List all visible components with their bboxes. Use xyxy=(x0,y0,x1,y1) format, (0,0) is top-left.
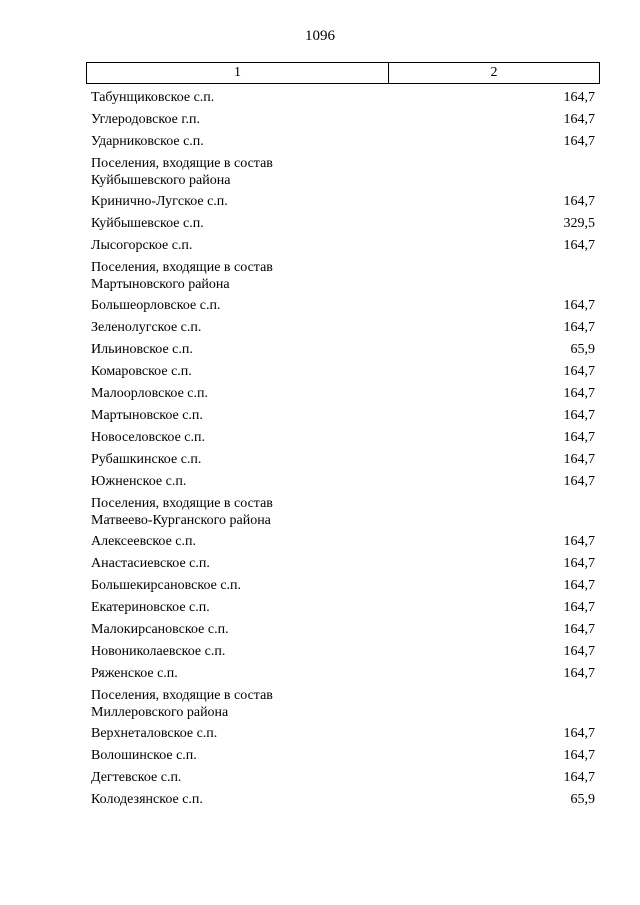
settlement-name: Верхнеталовское с.п. xyxy=(91,726,218,741)
settlement-value: 164,7 xyxy=(563,726,595,741)
table-row xyxy=(91,619,595,641)
settlement-name: Волошинское с.п. xyxy=(91,748,197,763)
settlement-name: Большекирсановское с.п. xyxy=(91,578,242,593)
table-row xyxy=(91,361,595,383)
district-heading-line: Поселения, входящие в состав xyxy=(91,260,273,275)
settlement-value: 65,9 xyxy=(570,342,595,357)
settlement-name: Дегтевское с.п. xyxy=(91,770,182,785)
district-heading xyxy=(91,687,595,721)
settlement-name: Новониколаевское с.п. xyxy=(91,644,226,659)
district-heading-line: Мартыновского района xyxy=(91,277,230,292)
table-row xyxy=(91,317,595,339)
district-heading-line: Поселения, входящие в состав xyxy=(91,496,273,511)
settlement-value: 164,7 xyxy=(563,430,595,445)
settlement-value: 164,7 xyxy=(563,644,595,659)
settlement-value: 164,7 xyxy=(563,320,595,335)
column-header-1: 1 xyxy=(87,63,389,83)
column-header-2: 2 xyxy=(490,65,498,80)
settlement-value: 164,7 xyxy=(563,90,595,105)
settlement-name: Ряженское с.п. xyxy=(91,666,178,681)
settlement-value: 329,5 xyxy=(563,216,595,231)
table-body xyxy=(91,87,595,811)
table-row xyxy=(91,553,595,575)
district-heading-row xyxy=(91,153,595,191)
district-heading xyxy=(91,155,595,189)
table-row xyxy=(91,575,595,597)
settlement-name: Лысогорское с.п. xyxy=(91,238,193,253)
settlement-name: Большеорловское с.п. xyxy=(91,298,221,313)
settlement-name: Кринично-Лугское с.п. xyxy=(91,194,228,209)
settlement-name: Колодезянское с.п. xyxy=(91,792,203,807)
table-row xyxy=(91,471,595,493)
table-row xyxy=(91,663,595,685)
district-heading-row xyxy=(91,685,595,723)
table-row xyxy=(91,405,595,427)
settlement-name: Ударниковское с.п. xyxy=(91,134,204,149)
settlement-name: Алексеевское с.п. xyxy=(91,534,196,549)
table-row xyxy=(91,87,595,109)
settlement-value: 164,7 xyxy=(563,298,595,313)
settlement-value: 164,7 xyxy=(563,600,595,615)
settlement-name: Табунщиковское с.п. xyxy=(91,90,215,105)
settlement-value: 164,7 xyxy=(563,666,595,681)
settlement-value: 164,7 xyxy=(563,556,595,571)
district-heading-line: Миллеровского района xyxy=(91,705,229,720)
table-row xyxy=(91,109,595,131)
table-row xyxy=(91,767,595,789)
district-heading-line: Поселения, входящие в состав xyxy=(91,688,273,703)
settlement-value: 164,7 xyxy=(563,770,595,785)
table-row xyxy=(91,597,595,619)
settlement-value: 164,7 xyxy=(563,748,595,763)
table-row xyxy=(91,235,595,257)
district-heading xyxy=(91,495,595,529)
table-row xyxy=(91,383,595,405)
settlement-value: 65,9 xyxy=(570,792,595,807)
settlement-value: 164,7 xyxy=(563,534,595,549)
table-header xyxy=(86,62,600,84)
table-row xyxy=(91,191,595,213)
settlement-value: 164,7 xyxy=(563,194,595,209)
table-row xyxy=(91,295,595,317)
settlement-name: Рубашкинское с.п. xyxy=(91,452,202,467)
settlement-value: 164,7 xyxy=(563,112,595,127)
table-row xyxy=(91,339,595,361)
settlement-value: 164,7 xyxy=(563,238,595,253)
settlement-value: 164,7 xyxy=(563,474,595,489)
settlement-name: Мартыновское с.п. xyxy=(91,408,203,423)
settlement-value: 164,7 xyxy=(563,452,595,467)
table-row xyxy=(91,449,595,471)
settlement-name: Куйбышевское с.п. xyxy=(91,216,204,231)
district-heading-row xyxy=(91,493,595,531)
district-heading-row xyxy=(91,257,595,295)
district-heading-line: Куйбышевского района xyxy=(91,173,231,188)
settlement-name: Екатериновское с.п. xyxy=(91,600,210,615)
table-row xyxy=(91,641,595,663)
district-heading-line: Поселения, входящие в состав xyxy=(91,156,273,171)
settlement-value: 164,7 xyxy=(563,408,595,423)
table-row xyxy=(91,427,595,449)
settlement-name: Малокирсановское с.п. xyxy=(91,622,229,637)
settlement-name: Южненское с.п. xyxy=(91,474,187,489)
table-row xyxy=(91,531,595,553)
table-row xyxy=(91,789,595,811)
table-row xyxy=(91,131,595,153)
settlement-name: Комаровское с.п. xyxy=(91,364,192,379)
page-number: 1096 xyxy=(305,28,335,44)
table-row xyxy=(91,745,595,767)
district-heading-line: Матвеево-Курганского района xyxy=(91,513,271,528)
settlement-name: Зеленолугское с.п. xyxy=(91,320,202,335)
settlement-value: 164,7 xyxy=(563,386,595,401)
settlement-name: Новоселовское с.п. xyxy=(91,430,205,445)
settlement-value: 164,7 xyxy=(563,622,595,637)
settlement-value: 164,7 xyxy=(563,364,595,379)
settlement-name: Анастасиевское с.п. xyxy=(91,556,210,571)
district-heading xyxy=(91,259,595,293)
table-row xyxy=(91,213,595,235)
table-row xyxy=(91,723,595,745)
settlement-name: Ильиновское с.п. xyxy=(91,342,193,357)
settlement-value: 164,7 xyxy=(563,134,595,149)
settlement-value: 164,7 xyxy=(563,578,595,593)
settlement-name: Малоорловское с.п. xyxy=(91,386,208,401)
settlement-name: Углеродовское г.п. xyxy=(91,112,201,127)
